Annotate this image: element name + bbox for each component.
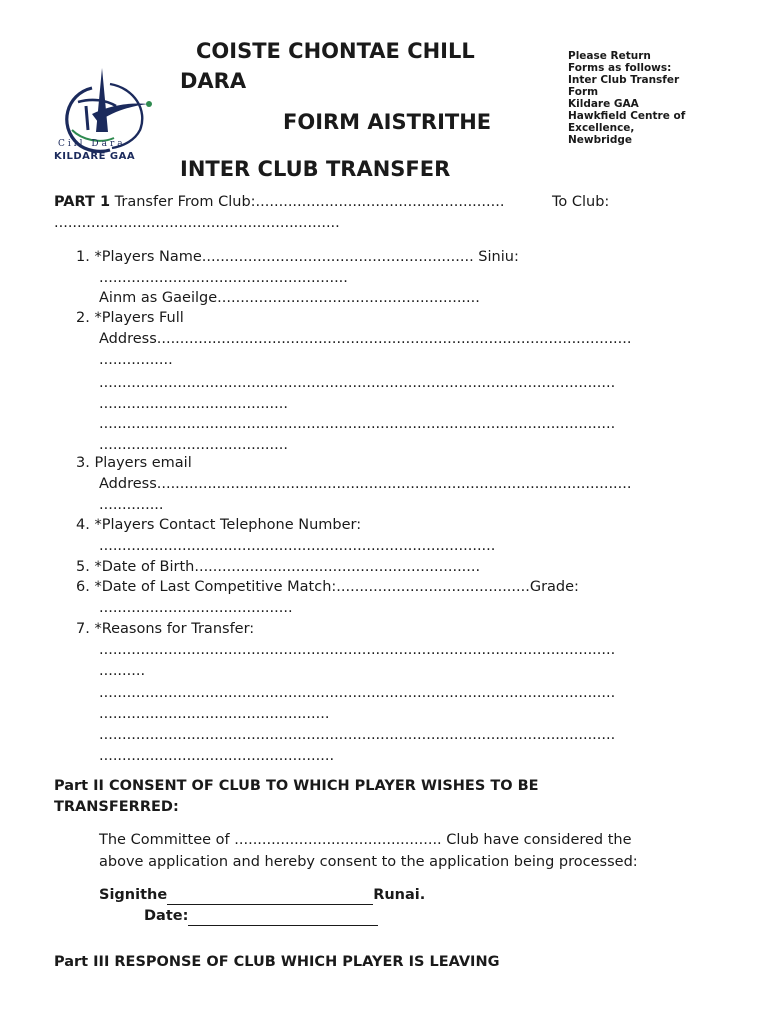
address-field-2b[interactable]: ......................................... bbox=[99, 396, 288, 412]
reasons-field-2b[interactable]: .................................................. bbox=[99, 706, 330, 722]
address-field-3b[interactable]: ......................................... bbox=[99, 437, 288, 453]
phone-label: 4. *Players Contact Telephone Number: bbox=[76, 517, 362, 533]
part1-from-row bbox=[54, 192, 504, 212]
address-field-3[interactable]: ................................................................................................................ bbox=[99, 416, 616, 432]
grade-field[interactable]: .......................................... bbox=[99, 600, 293, 616]
signature-row bbox=[99, 885, 425, 905]
reasons-field-1b[interactable]: .......... bbox=[99, 663, 146, 679]
part2-heading: Part II CONSENT OF CLUB TO WHICH PLAYER WISHES TO BE bbox=[54, 778, 539, 794]
part2-heading-cont: TRANSFERRED: bbox=[54, 799, 179, 815]
reasons-field-1[interactable]: ................................................................................................................ bbox=[99, 642, 616, 658]
form-subtitle: FOIRM AISTRITHE bbox=[283, 110, 492, 134]
form-title-line2: DARA bbox=[180, 69, 247, 93]
runai-label: Runai. bbox=[373, 887, 426, 903]
return-line: Please Return bbox=[568, 50, 651, 62]
address-field-1b[interactable]: ................ bbox=[99, 352, 173, 368]
from-club-field[interactable]: Transfer From Club:...................................................... bbox=[114, 194, 505, 210]
return-line: Inter Club Transfer bbox=[568, 74, 680, 86]
return-line: Hawkfield Centre of bbox=[568, 110, 686, 122]
part1-heading: PART 1 bbox=[54, 194, 111, 210]
players-name-field[interactable]: 1. *Players Name........................................................... Siniu: bbox=[76, 249, 519, 265]
siniu-field[interactable]: ...................................................... bbox=[99, 270, 348, 286]
committee-text[interactable]: The Committee of ............................................. Club have considered the bbox=[99, 832, 632, 848]
email-field[interactable]: Address....................................................................................................... bbox=[99, 476, 632, 492]
reasons-field-3[interactable]: ................................................................................................................ bbox=[99, 727, 616, 743]
part3-heading: Part III RESPONSE OF CLUB WHICH PLAYER IS LEAVING bbox=[54, 954, 500, 970]
form-title bbox=[180, 36, 475, 96]
address-field-2[interactable]: ................................................................................................................ bbox=[99, 375, 616, 391]
signithe-label: Signithe bbox=[99, 887, 168, 903]
signature-field[interactable] bbox=[167, 888, 373, 905]
logo-text-top: Cill Dara bbox=[58, 139, 126, 149]
logo-text-bottom: KILDARE GAA bbox=[54, 151, 136, 162]
form-title-line1: COISTE CHONTAE CHILL bbox=[196, 39, 475, 63]
return-notice bbox=[568, 50, 698, 146]
date-field[interactable] bbox=[188, 909, 378, 926]
address-field-1[interactable]: Address....................................................................................................... bbox=[99, 331, 632, 347]
irish-name-field[interactable]: Ainm as Gaeilge......................................................... bbox=[99, 290, 480, 306]
form-subtitle-cutoff bbox=[180, 150, 480, 181]
phone-field[interactable]: ...................................................................................... bbox=[99, 538, 496, 554]
last-match-field[interactable]: 6. *Date of Last Competitive Match:..........................................Grade: bbox=[76, 579, 579, 595]
reasons-label: 7. *Reasons for Transfer: bbox=[76, 621, 255, 637]
date-label: Date: bbox=[144, 908, 189, 924]
return-line: Newbridge bbox=[568, 134, 633, 146]
date-row bbox=[144, 906, 378, 926]
email-field-b[interactable]: .............. bbox=[99, 497, 164, 513]
reasons-field-2[interactable]: ................................................................................................................ bbox=[99, 685, 616, 701]
consent-text: above application and hereby consent to the application being processed: bbox=[99, 854, 638, 870]
kildare-gaa-logo bbox=[52, 60, 160, 170]
return-line: Forms as follows: bbox=[568, 62, 672, 74]
email-label: 3. Players email bbox=[76, 455, 192, 471]
to-club-label: To Club: bbox=[552, 194, 610, 210]
reasons-field-3b[interactable]: ................................................... bbox=[99, 748, 335, 764]
full-address-label: 2. *Players Full bbox=[76, 310, 184, 326]
return-line: Excellence, bbox=[568, 122, 635, 134]
return-line: Kildare GAA bbox=[568, 98, 639, 110]
cutoff-text: INTER CLUB TRANSFER bbox=[180, 157, 451, 181]
to-club-field[interactable]: .............................................................. bbox=[54, 215, 340, 231]
dob-field[interactable]: 5. *Date of Birth.............................................................. bbox=[76, 559, 481, 575]
return-line: Form bbox=[568, 86, 599, 98]
